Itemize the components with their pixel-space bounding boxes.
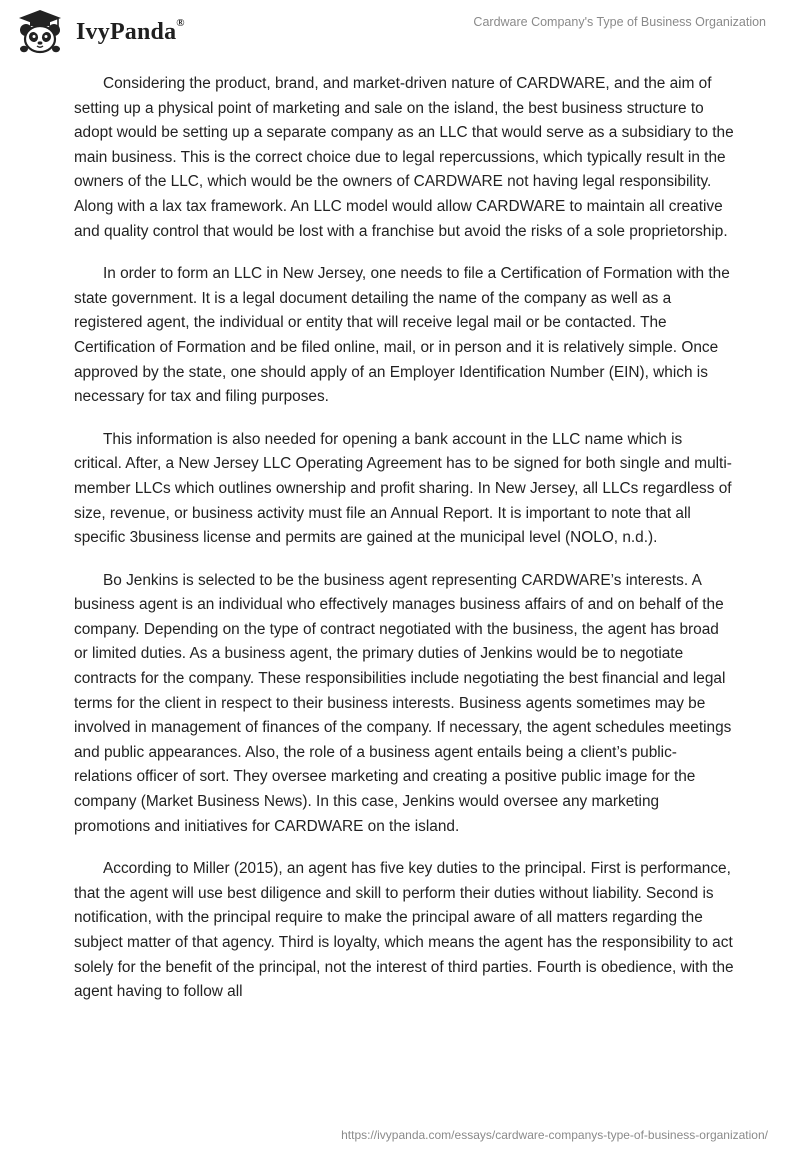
paragraph: According to Miller (2015), an agent has five key duties to the principal. First is performance, that the agent will use best diligence and skill to perform their duties without liability. Second is notification, with the principal require to make the principal aware of all matters regarding the subject matter of that agency. Third is loyalty, which means the agent has the responsibility to act solely for the benefit of the principal, not the interest of third parties. Fourth is obedience, with the agent having to follow all [74,860,734,1001]
document-title: Cardware Company's Type of Business Organization [473,15,766,29]
paragraph: Considering the product, brand, and market-driven nature of CARDWARE, and the aim of setting up a physical point of marketing and sale on the island, the best business structure to adopt would be setting up a separate company as an LLC that would serve as a subsidiary to the main business. This is the correct choice due to legal repercussions, which typically result in the owners of the LLC, which would be the owners of CARDWARE not having legal responsibility. Along with a lax tax framework. An LLC model would allow CARDWARE to maintain all creative and quality control that would be lost with a franchise but avoid the risks of a sole proprietorship. [74,75,734,240]
panda-graduate-icon[interactable] [14,8,66,56]
paragraph: In order to form an LLC in New Jersey, one needs to file a Certification of Formation with the state government. It is a legal document detailing the name of the company as well as a registered agent, the individual or entity that will receive legal mail or be contacted. The Certification of Formation and be filed online, mail, or in person and it is relatively simple. Once approved by the state, one should apply of an Employer Identification Number (EIN), which is necessary for tax and filing purposes. [74,265,730,406]
paragraph: This information is also needed for opening a bank account in the LLC name which is critical. After, a New Jersey LLC Operating Agreement has to be signed for both single and multi-member LLCs which outlines ownership and profit sharing. In New Jersey, all LLCs regardless of size, revenue, or business activity must file an Annual Report. It is important to note that all specific 3business license and permits are gained at the municipal level (NOLO, n.d.). [74,430,732,547]
essay-body [74,72,734,1023]
source-url[interactable]: https://ivypanda.com/essays/cardware-companys-type-of-business-organization/ [341,1128,768,1142]
registered-mark: ® [176,17,185,29]
page-header [0,0,800,60]
brand-name[interactable] [76,19,185,46]
paragraph: Bo Jenkins is selected to be the business agent representing CARDWARE’s interests. A business agent is an individual who effectively manages business affairs of and on behalf of the company. Depending on the type of contract negotiated with the business, the agent has broad or limited duties. As a business agent, the primary duties of Jenkins would be to negotiate contracts for the company. These responsibilities include negotiating the best financial and legal terms for the client in respect to their business interests. Business agents sometimes may be involved in management of finances of the company. If necessary, the agent schedules meetings and public appearances. Also, the role of a business agent entails being a client’s public-relations officer of sort. They oversee marketing and creating a positive public image for the company (Market Business News). In this case, Jenkins would oversee any marketing promotions and initiatives for CARDWARE on the island. [74,571,732,835]
brand-name-text: IvyPanda [76,19,177,45]
